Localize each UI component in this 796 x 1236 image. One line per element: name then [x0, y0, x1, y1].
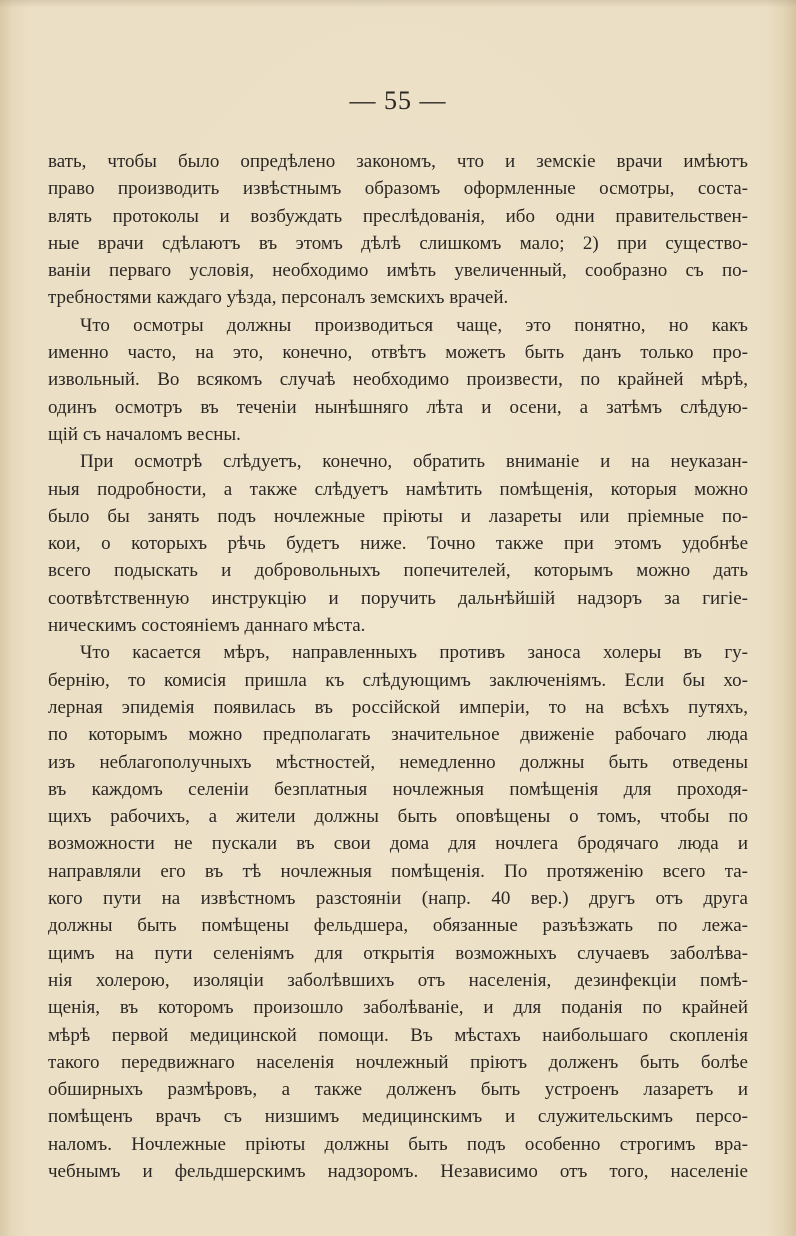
text-line: требностями каждаго уѣзда, персоналъ земскихъ врачей. — [48, 287, 509, 309]
text-line: кого пути на извѣстномъ разстояніи (напр. 40 вер.) другъ отъ друга — [48, 888, 748, 910]
text-line: ныя подробности, а также слѣдуетъ намѣтить помѣщенія, которыя можно — [48, 478, 748, 500]
text-line: именно часто, на это, конечно, отвѣтъ можетъ быть данъ только про- — [48, 342, 748, 364]
text-line: нія холерою, изоляціи заболѣвшихъ отъ населенія, дезинфекціи помѣ- — [48, 969, 748, 991]
text-line: ническимъ состояніемъ даннаго мѣста. — [48, 615, 366, 637]
text-line: ные врачи сдѣлаютъ въ этомъ дѣлѣ слишкомъ мало; 2) при существо- — [48, 232, 748, 254]
text-line: соотвѣтственную инструкцію и поручить дальнѣйшій надзоръ за гигіе- — [48, 587, 748, 609]
text-line: помѣщенъ врачъ съ низшимъ медицинскимъ и служительскимъ персо- — [48, 1106, 748, 1128]
text-line: щихъ рабочихъ, а жители должны быть оповѣщены о томъ, чтобы по — [48, 806, 748, 828]
text-line: въ каждомъ селеніи безплатныя ночлежныя помѣщенія для проходя- — [48, 778, 748, 800]
text-line: влять протоколы и возбуждать преслѣдованія, ибо одни правительствен- — [48, 205, 748, 227]
page-shadow — [0, 0, 796, 8]
text-line: извольный. Во всякомъ случаѣ необходимо произвести, по крайней мѣрѣ, — [48, 369, 748, 391]
page-number: — 55 — — [349, 86, 447, 115]
text-line: должны быть помѣщены фельдшера, обязанные разъѣзжать по лежа- — [48, 915, 748, 937]
text-line: лерная эпидемія появилась въ россійской имперіи, то на всѣхъ путяхъ, — [48, 696, 748, 718]
text-line: При осмотрѣ слѣдуетъ, конечно, обратить вниманіе и на неуказан- — [80, 451, 748, 473]
text-line: наломъ. Ночлежные пріюты должны быть подъ особенно строгимъ вра- — [48, 1133, 748, 1155]
text-line: одинъ осмотръ въ теченіи нынѣшняго лѣта и осени, а затѣмъ слѣдую- — [48, 396, 748, 418]
text-line: ваніи перваго условія, необходимо имѣть увеличенный, сообразно съ по- — [48, 260, 748, 282]
text-line: направляли его въ тѣ ночлежныя помѣщенія. По протяженію всего та- — [48, 860, 748, 882]
text-line: такого передвижнаго населенія ночлежный пріютъ долженъ быть болѣе — [48, 1051, 748, 1073]
text-line: всего подыскать и добровольныхъ попечителей, которымъ можно дать — [48, 560, 748, 582]
text-line: Что осмотры должны производиться чаще, это понятно, но какъ — [80, 314, 748, 336]
text-line: было бы занять подъ ночлежные пріюты и лазареты или пріемные по- — [48, 505, 748, 527]
text-line: обширныхъ размѣровъ, а также долженъ быть устроенъ лазаретъ и — [48, 1079, 748, 1101]
text-line: чебнымъ и фельдшерскимъ надзоромъ. Независимо отъ того, населеніе — [48, 1160, 748, 1182]
text-line: мѣрѣ первой медицинской помощи. Въ мѣстахъ наибольшаго скопленія — [48, 1024, 748, 1046]
text-line: право производить извѣстнымъ образомъ оформленные осмотры, соста- — [48, 178, 748, 200]
text-line: бернію, то комисія пришла къ слѣдующимъ заключеніямъ. Если бы хо- — [48, 669, 748, 691]
text-line: щенія, въ которомъ произошло заболѣваніе, и для поданія по крайней — [48, 997, 748, 1019]
text-line: изъ неблагополучныхъ мѣстностей, немедленно должны быть отведены — [48, 751, 748, 773]
text-line: кои, о которыхъ рѣчь будетъ ниже. Точно также при этомъ удобнѣе — [48, 533, 748, 555]
text-line: Что касается мѣръ, направленныхъ противъ заноса холеры въ гу- — [80, 642, 748, 664]
text-line: вать, чтобы было опредѣлено закономъ, что и земскіе врачи имѣютъ — [48, 151, 748, 172]
text-line: щій съ началомъ весны. — [48, 423, 241, 445]
body-text — [48, 148, 748, 1185]
text-line: по которымъ можно предполагать значительное движеніе рабочаго люда — [48, 724, 748, 746]
text-line: возможности не пускали въ свои дома для ночлега бродячаго люда и — [48, 833, 748, 855]
text-line: щимъ на пути селеніямъ для открытія возможныхъ случаевъ заболѣва- — [48, 942, 748, 964]
